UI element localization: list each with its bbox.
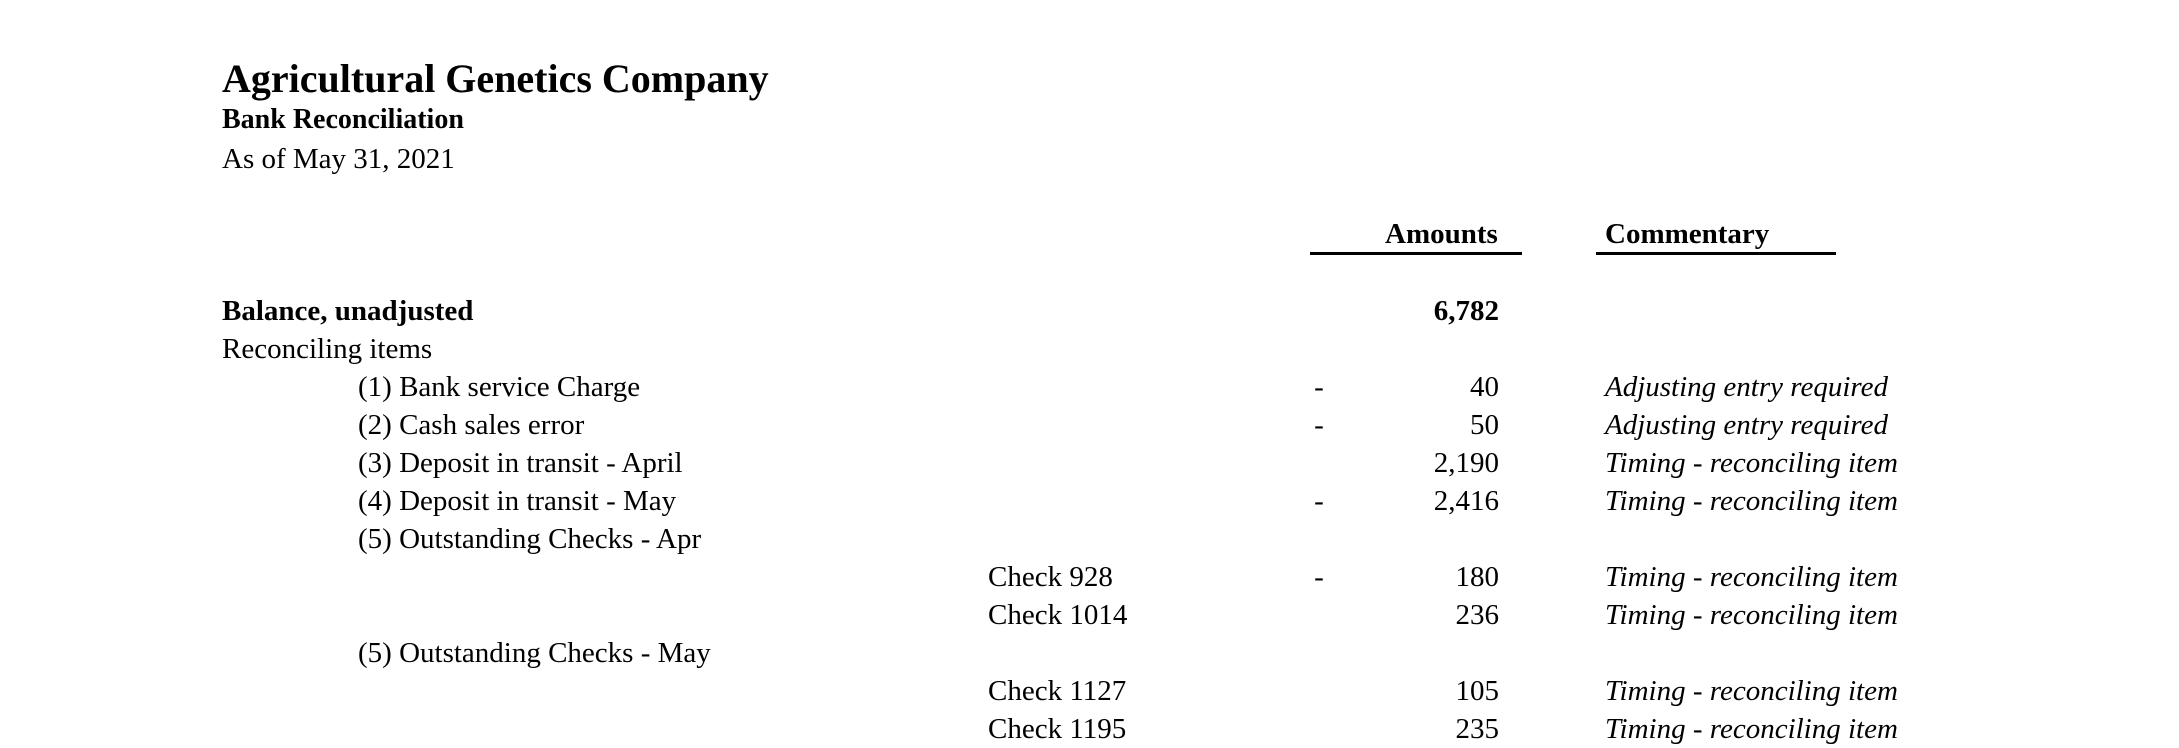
row-amount: 105 — [1455, 675, 1499, 707]
check-label: Check 1014 — [988, 599, 1128, 631]
negative-sign: - — [1314, 485, 1324, 517]
table-row-outstanding-checks-may — [0, 634, 2179, 672]
table-row — [0, 672, 2179, 710]
check-label: Check 1127 — [988, 675, 1127, 707]
table-row — [0, 368, 2179, 406]
table-row — [0, 444, 2179, 482]
row-comment: Timing - reconciling item — [1605, 447, 1898, 479]
negative-sign: - — [1314, 371, 1324, 403]
row-amount: 180 — [1455, 561, 1499, 593]
row-comment: Timing - reconciling item — [1605, 561, 1898, 593]
row-amount: 40 — [1470, 371, 1499, 403]
amounts-column-header: Amounts — [1385, 218, 1498, 250]
report-date: As of May 31, 2021 — [222, 143, 455, 175]
row-label: (1) Bank service Charge — [358, 371, 641, 403]
row-label: Balance, unadjusted — [222, 295, 474, 327]
row-comment: Adjusting entry required — [1605, 409, 1888, 441]
table-row — [0, 710, 2179, 748]
table-row — [0, 482, 2179, 520]
row-amount: 235 — [1455, 713, 1499, 745]
table-row — [0, 406, 2179, 444]
row-comment: Timing - reconciling item — [1605, 713, 1898, 745]
row-comment: Adjusting entry required — [1605, 371, 1888, 403]
company-title: Agricultural Genetics Company — [222, 56, 769, 101]
negative-sign: - — [1314, 409, 1324, 441]
report-subtitle: Bank Reconciliation — [222, 104, 464, 135]
row-label: (3) Deposit in transit - April — [358, 447, 683, 479]
row-amount: 50 — [1470, 409, 1499, 441]
row-amount: 2,416 — [1433, 485, 1499, 517]
row-label: (2) Cash sales error — [358, 409, 585, 441]
check-label: Check 1195 — [988, 713, 1127, 745]
row-comment: Timing - reconciling item — [1605, 675, 1898, 707]
commentary-header-underline — [1596, 252, 1836, 255]
table-row-reconciling-items — [0, 330, 2179, 368]
amounts-header-underline — [1310, 252, 1522, 255]
row-label: (4) Deposit in transit - May — [358, 485, 677, 517]
table-row-outstanding-checks-apr — [0, 520, 2179, 558]
row-label: (5) Outstanding Checks - Apr — [358, 523, 702, 555]
table-row-balance-unadjusted — [0, 292, 2179, 330]
negative-sign: - — [1314, 561, 1324, 593]
row-amount: 236 — [1455, 599, 1499, 631]
row-amount: 6,782 — [1433, 295, 1499, 327]
table-row — [0, 558, 2179, 596]
table-row — [0, 596, 2179, 634]
row-label: (5) Outstanding Checks - May — [358, 637, 711, 669]
row-label: Reconciling items — [222, 333, 433, 365]
row-comment: Timing - reconciling item — [1605, 485, 1898, 517]
row-comment: Timing - reconciling item — [1605, 599, 1898, 631]
commentary-column-header: Commentary — [1605, 218, 1770, 250]
check-label: Check 928 — [988, 561, 1113, 593]
row-amount: 2,190 — [1433, 447, 1499, 479]
